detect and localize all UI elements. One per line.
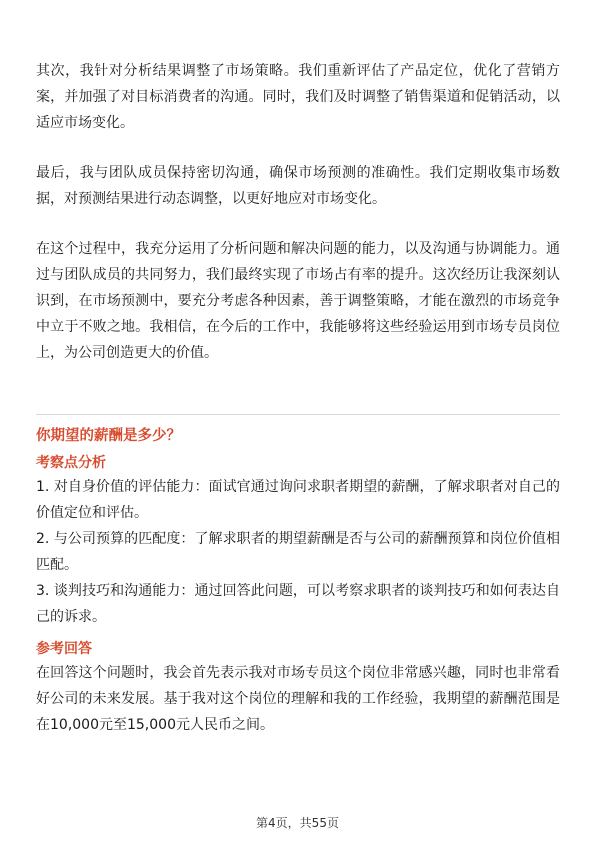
analysis-item: 1. 对自身价值的评估能力：面试官通过询问求职者期望的薪酬，了解求职者对自己的价值定位和评估。 [36, 479, 560, 521]
section-divider [36, 414, 560, 415]
paragraph: 其次，我针对分析结果调整了市场策略。我们重新评估了产品定位，优化了营销方案，并加强了对目标消费者的沟通。同时，我们及时调整了销售渠道和促销活动，以适应市场变化。 [36, 63, 560, 131]
previous-answer-body [36, 58, 560, 366]
analysis-item: 3. 谈判技巧和沟通能力：通过回答此问题，可以考察求职者的谈判技巧和如何表达自己的诉求。 [36, 583, 560, 625]
paragraph-spacer [36, 212, 560, 236]
answer-text: 在回答这个问题时，我会首先表示我对市场专员这个岗位非常感兴趣，同时也非常看好公司的未来发展。基于我对这个岗位的理解和我的工作经验，我期望的薪酬范围是在10,000元至15,000元人民币之间。 [36, 665, 560, 733]
question-title: 你期望的薪酬是多少？ [36, 428, 181, 444]
paragraph-spacer [36, 136, 560, 160]
page-number: 第4页，共55页 [256, 816, 339, 830]
paragraph: 在这个过程中，我充分运用了分析问题和解决问题的能力，以及沟通与协调能力。通过与团队成员的共同努力，我们最终实现了市场占有率的提升。这次经历让我深刻认识到，在市场预测中，要充分考虑各种因素，善于调整策略，才能在激烈的市场竞争中立于不败之地。我相信，在今后的工作中，我能够将这些经验运用到市场专员岗位上，为公司创造更大的价值。 [36, 241, 560, 361]
analysis-heading: 考察点分析 [36, 455, 106, 471]
question-section [36, 424, 560, 738]
answer-heading: 参考回答 [36, 641, 92, 657]
analysis-item: 2. 与公司预算的匹配度：了解求职者的期望薪酬是否与公司的薪酬预算和岗位价值相匹配。 [36, 531, 560, 573]
paragraph: 最后，我与团队成员保持密切沟通，确保市场预测的准确性。我们定期收集市场数据，对预测结果进行动态调整，以更好地应对市场变化。 [36, 165, 560, 207]
